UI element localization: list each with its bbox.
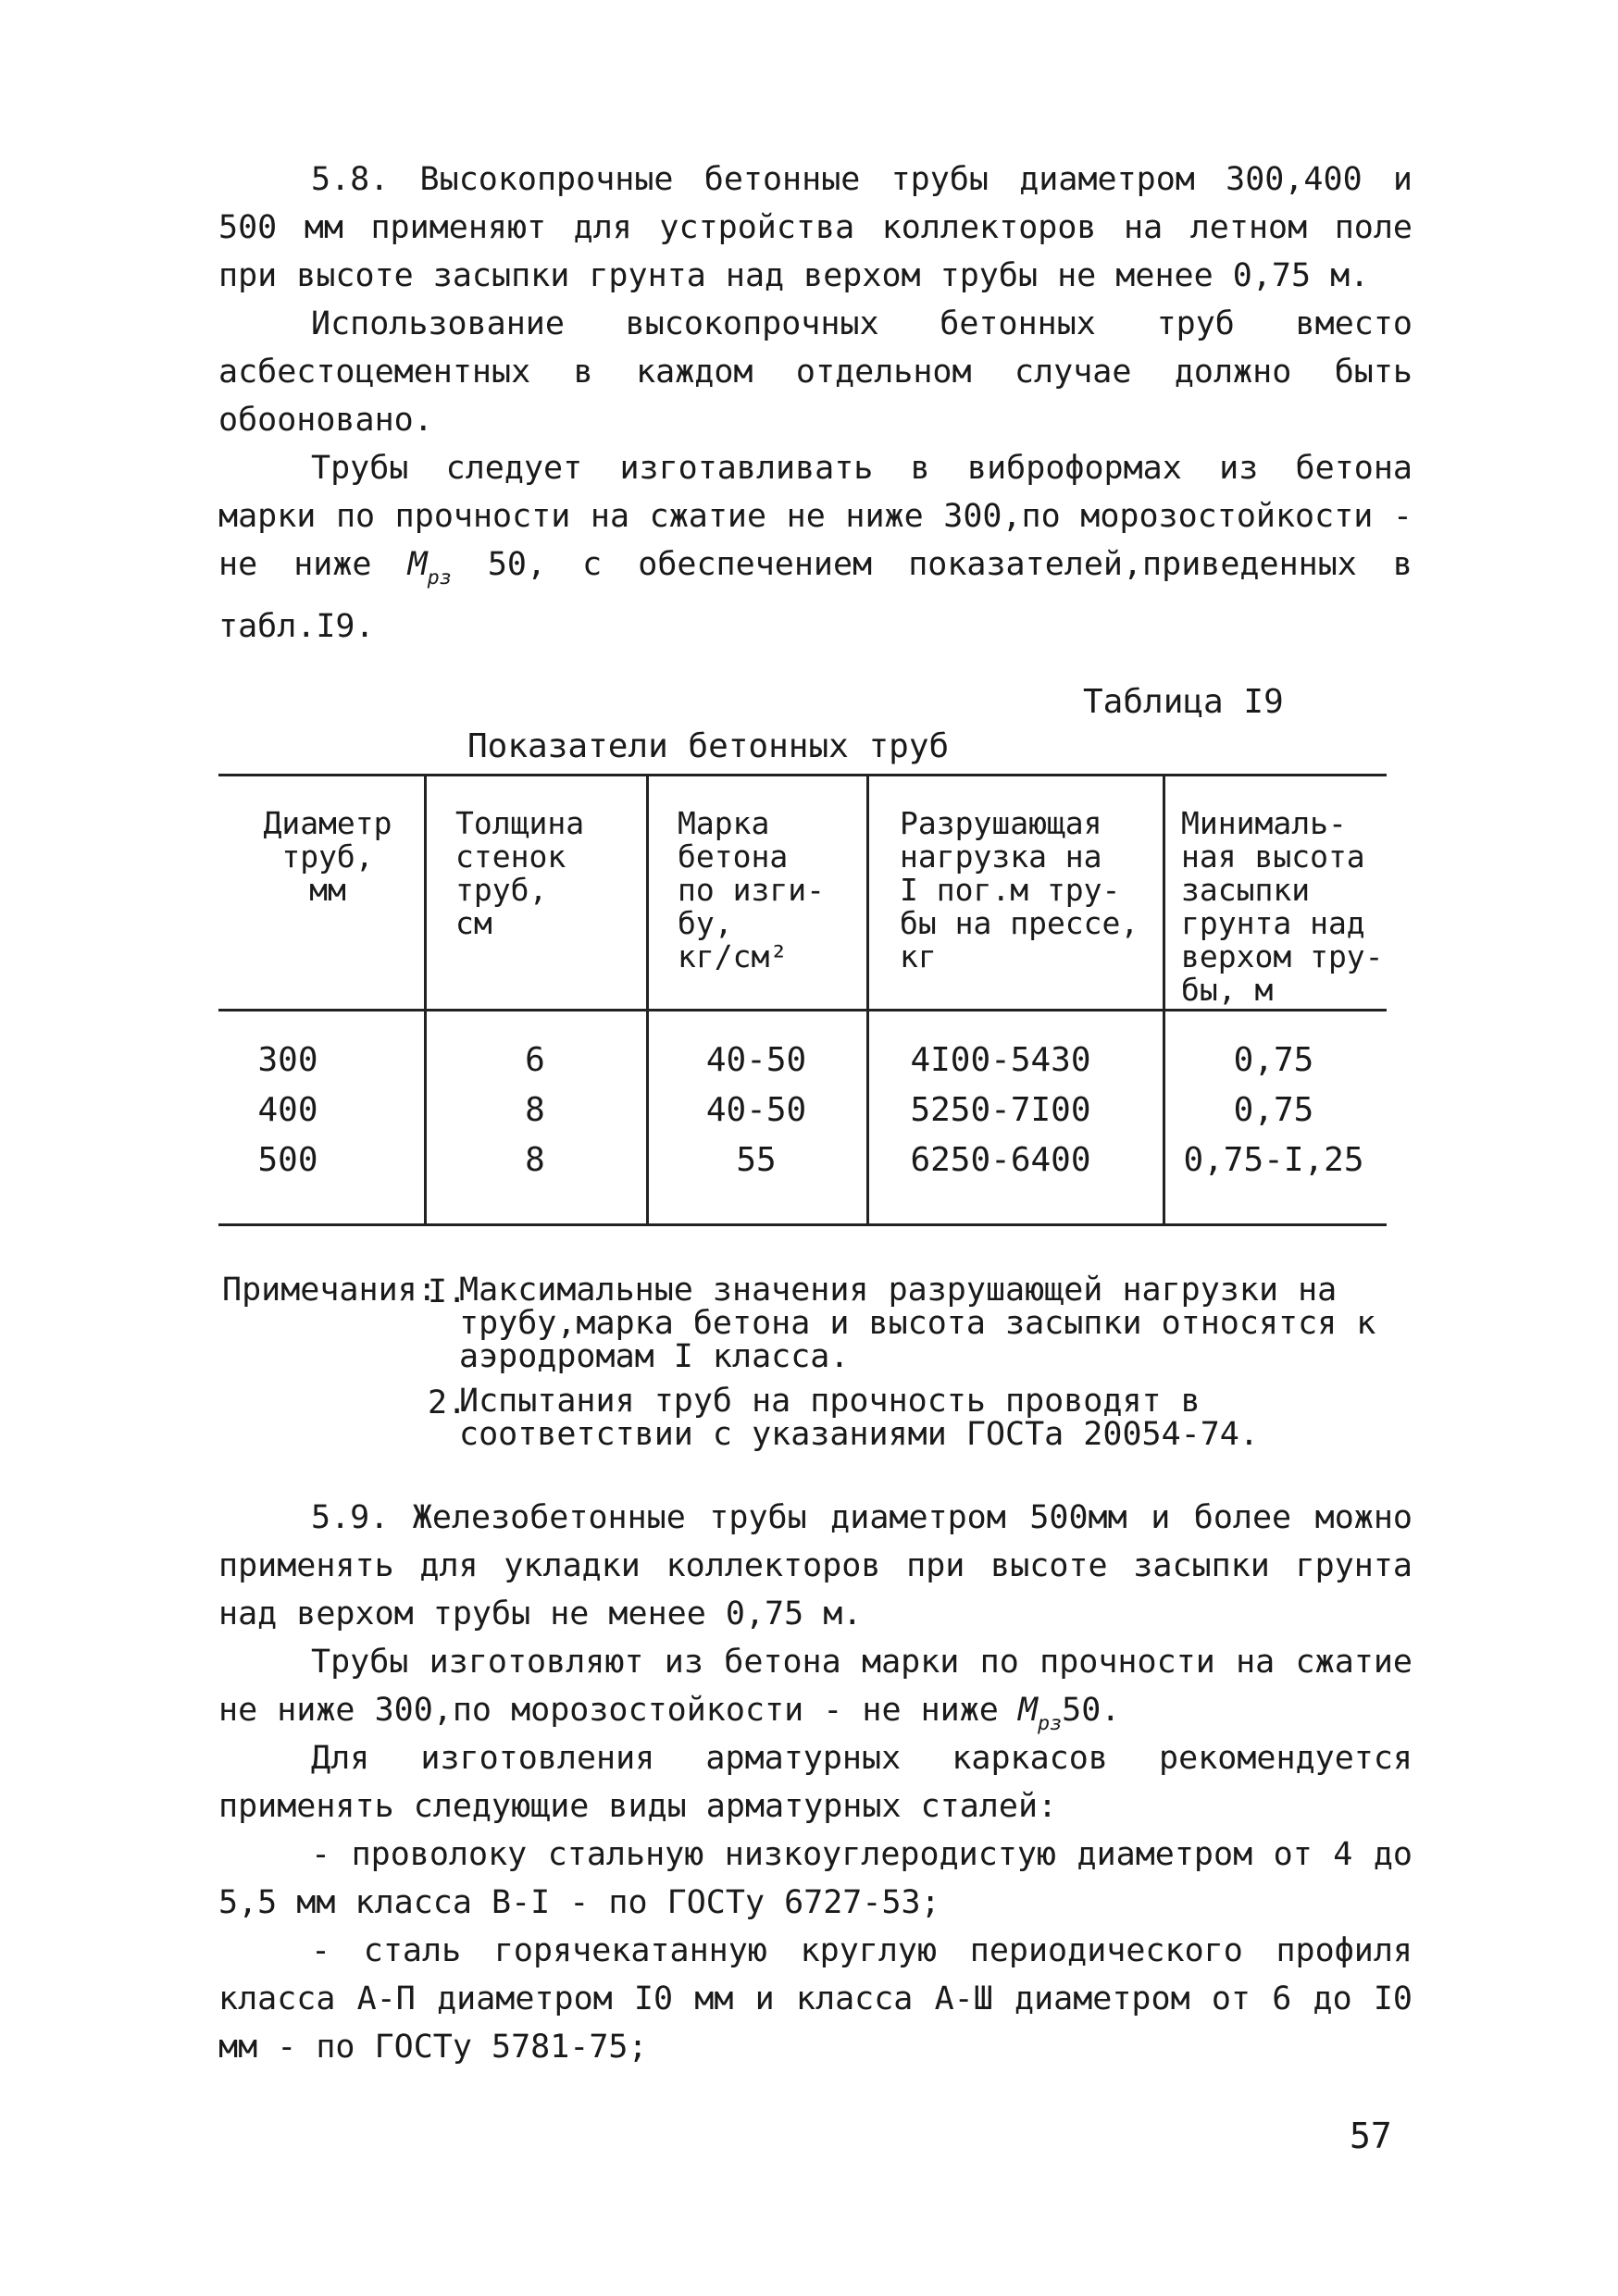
cell-thickness: 8 [525,1091,545,1129]
notes-label: Примечания: [222,1272,437,1309]
cell-diameter: 400 [257,1091,318,1129]
header-concrete-grade: Марка бетона по изги- бу, кг/см² [678,805,825,974]
header-wall-thickness: Толщина стенок труб, см [455,805,585,941]
table-top-rule [218,774,1387,776]
note-1: Максимальные значения разрушающей нагрузки на трубу,марка бетона и высота засыпки относятся к аэродромам I класса. [459,1272,1376,1375]
concrete-pipes-table [218,774,1387,1227]
table-header-rule [218,1009,1387,1011]
cell-grade: 40-50 [705,1041,807,1079]
para-5-9-reinforcement: Для изготовления арматурных каркасов рекомендуется применять следующие виды арматурных сталей: [218,1740,1413,1825]
para-5-8-manufacture [218,444,1413,651]
header-breaking-load: Разрушающая нагрузка на I пог.м тру- бы на прессе, кг [900,805,1139,974]
para-5-8-usage: Использование высокопрочных бетонных труб вместо асбестоцементных в каждом отдельном случае должно быть обооновано. [218,305,1413,439]
list-item-wire: - проволоку стальную низкоуглеродистую диаметром от 4 до 5,5 мм класса В-I - по ГОСТу 6727-53; [218,1836,1413,1921]
cell-fill-height: 0,75-I,25 [1183,1141,1364,1179]
cell-fill-height: 0,75 [1233,1091,1314,1129]
page-number: 57 [1350,2116,1392,2156]
table-title: Показатели бетонных труб [467,727,950,765]
list-item-hot-rolled-steel: - сталь горячекатанную круглую периодического профиля класса А-П диаметром I0 мм и класса А-Ш диаметром от 6 до I0 мм - по ГОСТу 5781-75; [218,1932,1413,2066]
cell-thickness: 8 [525,1141,545,1179]
cell-thickness: 6 [525,1041,545,1079]
cell-load: 4I00-5430 [910,1041,1091,1079]
para-5-9-manufacture-text: Трубы изготовляют из бетона марки по прочности на сжатие не ниже 300,по морозостойкости - не ниже [218,1644,1413,1729]
cell-diameter: 300 [257,1041,318,1079]
cell-grade: 55 [736,1141,777,1179]
para-5-8-manufacture-tail: 50, с обеспечением показателей,приведенных в табл.I9. [218,546,1413,645]
cell-grade: 40-50 [705,1091,807,1129]
para-5-9-manufacture-tail: 50. [1062,1692,1121,1729]
cell-fill-height: 0,75 [1233,1041,1314,1079]
header-min-fill-height: Минималь- ная высота засыпки грунта над верхом тру- бы, м [1181,805,1384,1008]
table-number: Таблица I9 [1083,683,1284,721]
note-number: 2. [428,1384,467,1421]
cell-load: 5250-7I00 [910,1091,1091,1129]
note-2: Испытания труб на прочность проводят в соответствии с указаниями ГОСТа 20054-74. [459,1383,1259,1453]
cell-diameter: 500 [257,1141,318,1179]
note-number: I. [428,1273,467,1310]
header-diameter: Диаметр труб, мм [263,805,392,908]
frost-grade-symbol: $M_{рз}$ [407,546,452,590]
table-bottom-rule [218,1223,1387,1226]
cell-load: 6250-6400 [910,1141,1091,1179]
para-5-8: 5.8. Высокопрочные бетонные трубы диаметром 300,400 и 500 мм применяют для устройства коллекторов на летном поле при высоте засыпки грунта над верхом трубы не менее 0,75 м. [218,161,1413,294]
frost-grade-symbol: $M_{рз}$ [1017,1692,1063,1735]
para-5-8-manufacture-text: Трубы следует изготавливать в виброформах из бетона марки по прочности на сжатие не ниже 300,по морозостойкости - не ниже [218,450,1413,583]
para-5-9-manufacture [218,1638,1413,1748]
para-5-9: 5.9. Железобетонные трубы диаметром 500мм и более можно применять для укладки коллекторов при высоте засыпки грунта над верхом трубы не менее 0,75 м. [218,1499,1413,1632]
